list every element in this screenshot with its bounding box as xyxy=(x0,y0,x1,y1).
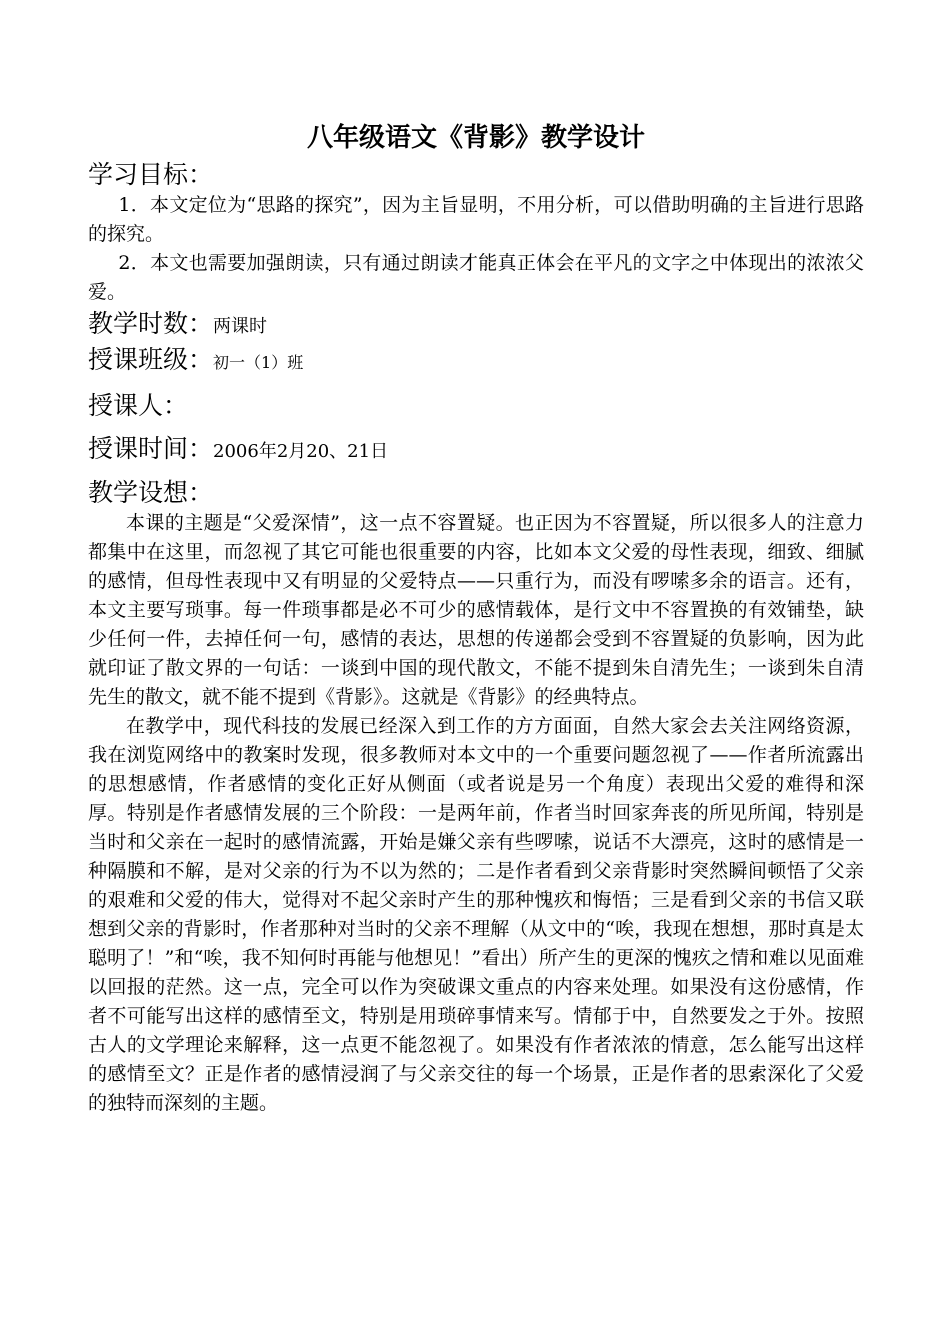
time-row xyxy=(88,432,864,468)
idea-heading: 教学设想： xyxy=(88,478,214,507)
idea-paragraph: 在教学中，现代科技的发展已经深入到工作的方方面面，自然大家会去关注网络资源，我在浏览网络中的教案时发现，很多教师对本文中的一个重要问题忽视了——作者所流露出的思想感情，作者感情的变化正好从侧面（或者说是另一个角度）表现出父爱的难得和深厚。特别是作者感情发展的三个阶段：一是两年前，作者当时回家奔丧的所见所闻，特别是当时和父亲在一起时的感情流露，开始是嫌父亲有些啰嗦，说话不大漂亮，这时的感情是一种隔膜和不解，是对父亲的行为不以为然的；二是作者看到父亲背影时突然瞬间顿悟了父亲的艰难和父爱的伟大，觉得对不起父亲时产生的那种愧疚和悔悟；三是看到父亲的书信又联想到父亲的背影时，作者那种对当时的父亲不理解（从文中的“唉，我现在想想，那时真是太聪明了！”和“唉，我不知何时再能与他想见！”看出）所产生的更深的愧疚之情和难以见面难以回报的茫然。这一点，完全可以作为突破课文重点的内容来处理。如果没有这份感情，作者不可能写出这样的感情至文，特别是用琐碎事情来写。情郁于中，自然要发之于外。按照古人的文学理论来解释，这一点更不能忽视了。如果没有作者浓浓的情意，怎么能写出这样的感情至文？正是作者的感情浸润了与父亲交往的每一个场景，正是作者的思索深化了父爱的独特而深刻的主题。 xyxy=(88,715,864,1114)
class-row xyxy=(88,343,864,379)
document-page xyxy=(88,118,864,1118)
goals-heading: 学习目标： xyxy=(88,160,214,189)
class-value: 初一（1）班 xyxy=(213,353,304,372)
idea-paragraph: 本课的主题是“父爱深情”，这一点不容置疑。也正因为不容置疑，所以很多人的注意力都集中在这里，而忽视了其它可能也很重要的内容，比如本文父爱的母性表现，细致、细腻的感情，但母性表现中又有明显的父爱特点——只重行为，而没有啰嗦多余的语言。还有，本文主要写琐事。每一件琐事都是必不可少的感情载体，是行文中不容置换的有效铺垫，缺少任何一件，去掉任何一句，感情的表达，思想的传递都会受到不容置疑的负影响，因为此就印证了散文界的一句话：一谈到中国的现代散文，不能不提到朱自清先生；一谈到朱自清先生的散文，就不能不提到《背影》。这就是《背影》的经典特点。 xyxy=(88,512,864,708)
goal-item: 1．本文定位为“思路的探究”，因为主旨显明，不用分析，可以借助明确的主旨进行思路的探究。 xyxy=(88,194,864,245)
hours-row xyxy=(88,307,864,343)
time-heading: 授课时间： xyxy=(88,434,214,463)
goal-item: 2．本文也需要加强朗读，只有通过朗读才能真正体会在平凡的文字之中体现出的浓浓父爱。 xyxy=(88,252,864,303)
hours-value: 两课时 xyxy=(213,316,268,337)
class-heading: 授课班级： xyxy=(88,345,214,374)
document-title: 八年级语文《背影》教学设计 xyxy=(306,123,645,153)
time-value: 2006年2月20、21日 xyxy=(213,441,389,462)
hours-heading: 教学时数： xyxy=(88,309,214,338)
teacher-heading: 授课人： xyxy=(88,391,189,420)
